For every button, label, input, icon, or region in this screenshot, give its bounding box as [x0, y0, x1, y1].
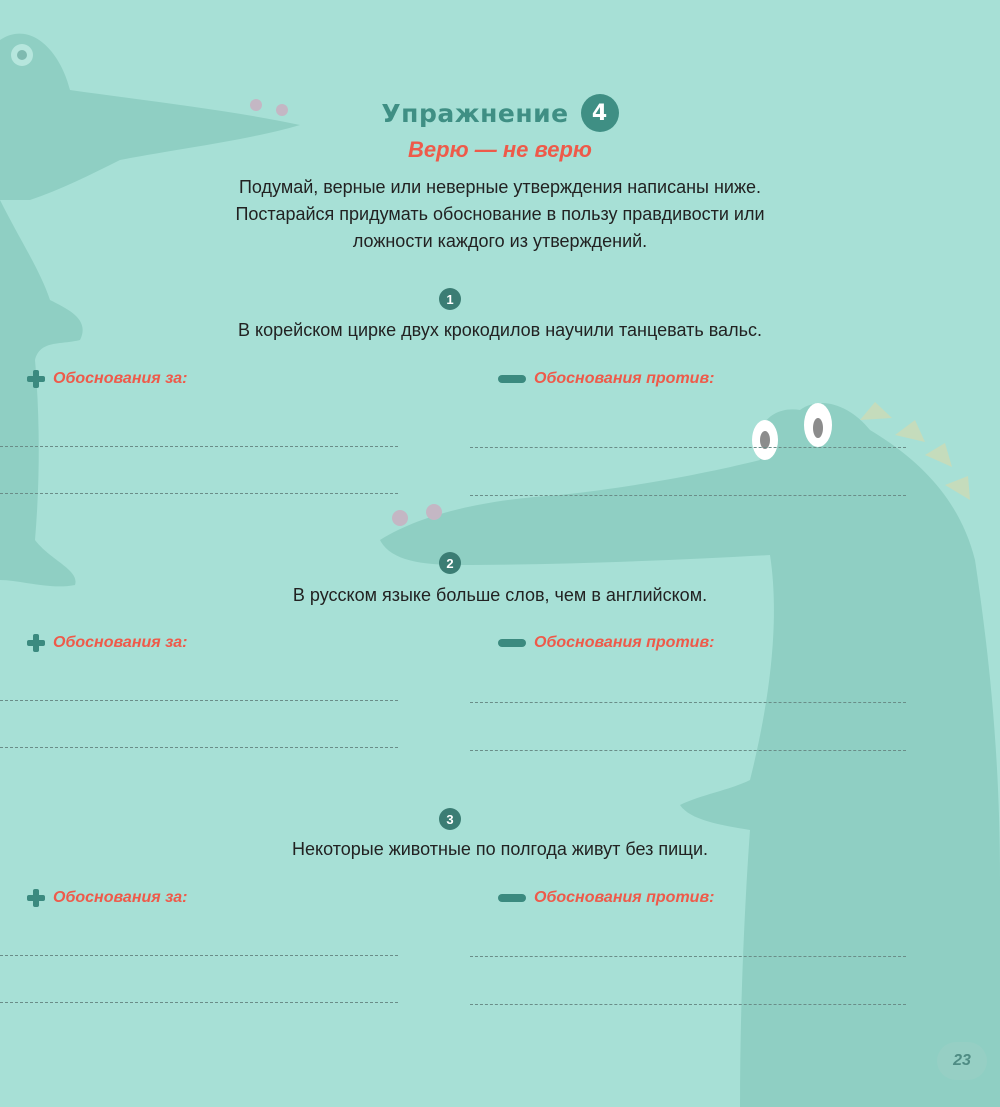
con-label	[498, 370, 714, 388]
instruction-line: ложности каждого из утверждений.	[352, 231, 648, 251]
con-label	[498, 634, 714, 652]
pro-label-text: Обоснования за:	[53, 370, 188, 387]
con-answer-line[interactable]	[470, 1004, 906, 1005]
con-answer-line[interactable]	[470, 447, 906, 448]
statement-number: 1	[439, 288, 461, 310]
exercise-instructions	[100, 174, 900, 255]
con-answer-line[interactable]	[470, 956, 906, 957]
minus-icon	[498, 639, 526, 647]
plus-icon	[27, 370, 45, 388]
con-answer-line[interactable]	[470, 750, 906, 751]
statement-text: В корейском цирке двух крокодилов научили танцевать вальс.	[238, 320, 762, 340]
pro-label	[27, 634, 188, 652]
exercise-subtitle: Верю — не верю	[408, 137, 592, 162]
minus-icon	[498, 375, 526, 383]
pro-answer-line[interactable]	[0, 700, 398, 701]
con-answer-line[interactable]	[470, 495, 906, 496]
exercise-header	[0, 94, 1000, 132]
con-answer-line[interactable]	[470, 702, 906, 703]
exercise-title: Упражнение	[381, 98, 569, 128]
pro-answer-line[interactable]	[0, 446, 398, 447]
plus-icon	[27, 889, 45, 907]
statement-number: 2	[439, 552, 461, 574]
pro-answer-line[interactable]	[0, 955, 398, 956]
statement-number: 3	[439, 808, 461, 830]
statement-text: В русском языке больше слов, чем в английском.	[292, 585, 708, 605]
con-label-text: Обоснования против:	[534, 634, 715, 651]
con-label	[498, 889, 714, 907]
plus-icon	[27, 634, 45, 652]
pro-answer-line[interactable]	[0, 1002, 398, 1003]
con-label-text: Обоснования против:	[534, 370, 715, 387]
page-number: 23	[937, 1042, 987, 1080]
instruction-line: Подумай, верные или неверные утверждения написаны ниже.	[238, 177, 762, 197]
statement-text: Некоторые животные по полгода живут без пищи.	[292, 839, 708, 859]
pro-answer-line[interactable]	[0, 493, 398, 494]
instruction-line: Постарайся придумать обоснование в пользу правдивости или	[235, 204, 765, 224]
pro-label-text: Обоснования за:	[53, 889, 188, 906]
minus-icon	[498, 894, 526, 902]
exercise-number: 4	[581, 94, 619, 132]
con-label-text: Обоснования против:	[534, 889, 715, 906]
pro-label-text: Обоснования за:	[53, 634, 188, 651]
pro-label	[27, 889, 188, 907]
pro-label	[27, 370, 188, 388]
pro-answer-line[interactable]	[0, 747, 398, 748]
